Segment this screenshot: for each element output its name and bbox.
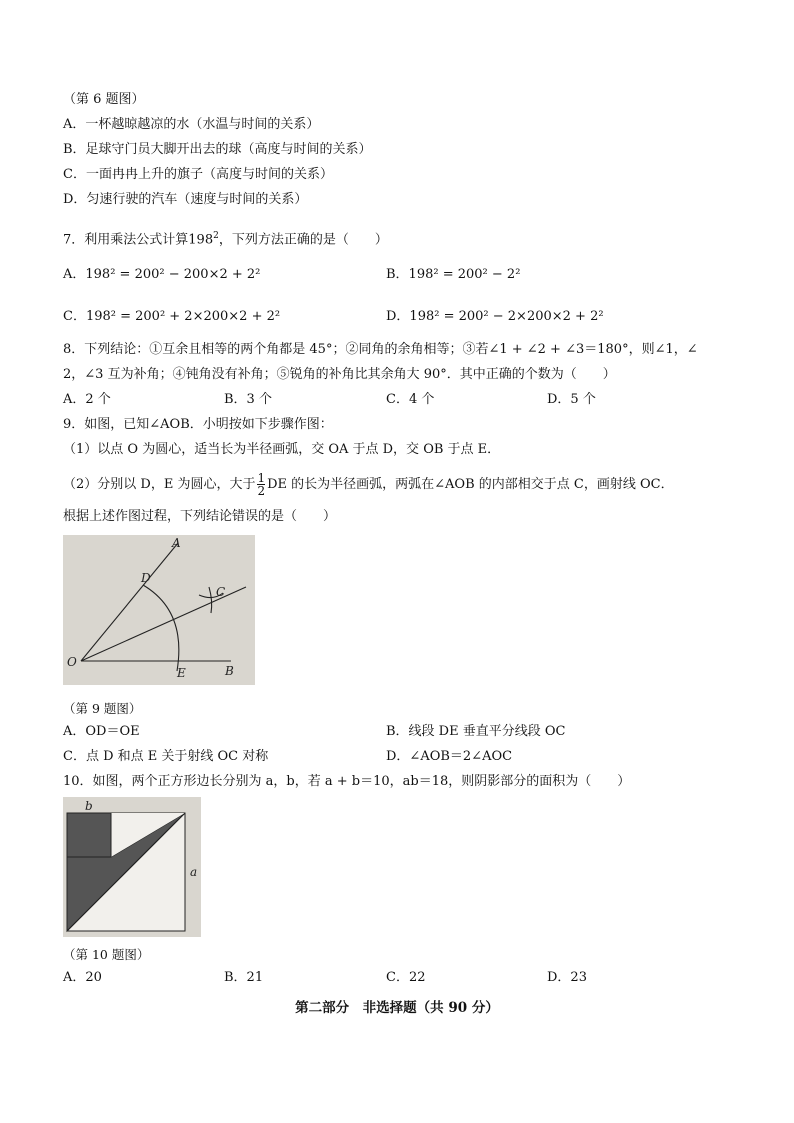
q9-step1: （1）以点 O 为圆心，适当长为半径画弧，交 OA 于点 D，交 OB 于点 E． [63, 442, 501, 457]
two-squares-shaded-figure [63, 797, 201, 937]
q7-stem: 7．利用乘法公式计算$198^2$，下列方法正确的是（ ） [63, 231, 388, 248]
q6-option-b: B．足球守门员大脚开出去的球（高度与时间的关系） [63, 142, 372, 157]
svg-text:D: D [141, 571, 151, 585]
svg-text:O: O [67, 655, 77, 669]
q10-figure [63, 797, 201, 937]
svg-text:A: A [172, 536, 181, 550]
q9-figure [63, 535, 255, 685]
svg-text:C: C [216, 585, 226, 599]
q9-step2: （2）分别以 D，E 为圆心，大于 $\frac{1}{2}$ DE 的长为半径画弧，两弧在∠AOB 的内部相交于点 C，画射线 OC． [63, 471, 674, 498]
q9-caption: （第 9 题图） [63, 701, 142, 716]
q8-option-c: C．4 个 [386, 392, 435, 407]
q6-option-a: A．一杯越晾越凉的水（水温与时间的关系） [63, 117, 320, 132]
q10-option-c: C．22 [386, 970, 426, 985]
q7-option-b: B．198² = 200² − 2² [386, 267, 521, 282]
part2-heading: 第二部分 非选择题（共 90 分） [295, 1000, 499, 1016]
q9-option-a: A．OD＝OE [63, 724, 140, 739]
q6-option-d: D．匀速行驶的汽车（速度与时间的关系） [63, 192, 308, 207]
q9-option-b: B．线段 DE 垂直平分线段 OC [386, 724, 566, 739]
q8-option-b: B．3 个 [224, 392, 272, 407]
svg-text:b: b [85, 799, 93, 813]
q9-option-c: C．点 D 和点 E 关于射线 OC 对称 [63, 749, 269, 764]
svg-text:B: B [225, 664, 234, 678]
q10-stem: 10．如图，两个正方形边长分别为 a，b，若 a + b＝10，ab＝18，则阴影部分的面积为（ ） [63, 774, 631, 789]
q10-option-a: A．20 [63, 970, 102, 985]
q8-line1: 8．下列结论：①互余且相等的两个角都是 45°；②同角的余角相等；③若∠1 + ∠2 + ∠3＝180°，则∠1，∠ [63, 342, 698, 357]
q9-stem: 9．如图，已知∠AOB．小明按如下步骤作图： [63, 417, 333, 432]
svg-text:E: E [177, 666, 186, 680]
q8-option-a: A．2 个 [63, 392, 111, 407]
q10-option-d: D．23 [547, 970, 587, 985]
fraction-one-half: $\frac{1}{2}$ [257, 471, 266, 498]
q7-option-a: A．198² = 200² − 200×2 + 2² [63, 267, 261, 282]
q9-question: 根据上述作图过程，下列结论错误的是（ ） [63, 509, 337, 524]
q10-option-b: B．21 [224, 970, 264, 985]
q8-line2: 2，∠3 互为补角；④钝角没有补角；⑤锐角的补角比其余角大 90°．其中正确的个数为（ ） [63, 367, 616, 382]
q6-option-c: C．一面冉冉上升的旗子（高度与时间的关系） [63, 167, 333, 182]
q9-option-d: D．∠AOB＝2∠AOC [386, 749, 513, 764]
q7-option-c: C．198² = 200² + 2×200×2 + 2² [63, 309, 281, 324]
q8-option-d: D．5 个 [547, 392, 596, 407]
q6-caption: （第 6 题图） [63, 92, 145, 107]
q7-option-d: D．198² = 200² − 2×200×2 + 2² [386, 309, 604, 324]
q10-caption: （第 10 题图） [63, 947, 150, 962]
angle-bisector-construction [63, 535, 255, 685]
svg-text:a: a [190, 865, 198, 879]
